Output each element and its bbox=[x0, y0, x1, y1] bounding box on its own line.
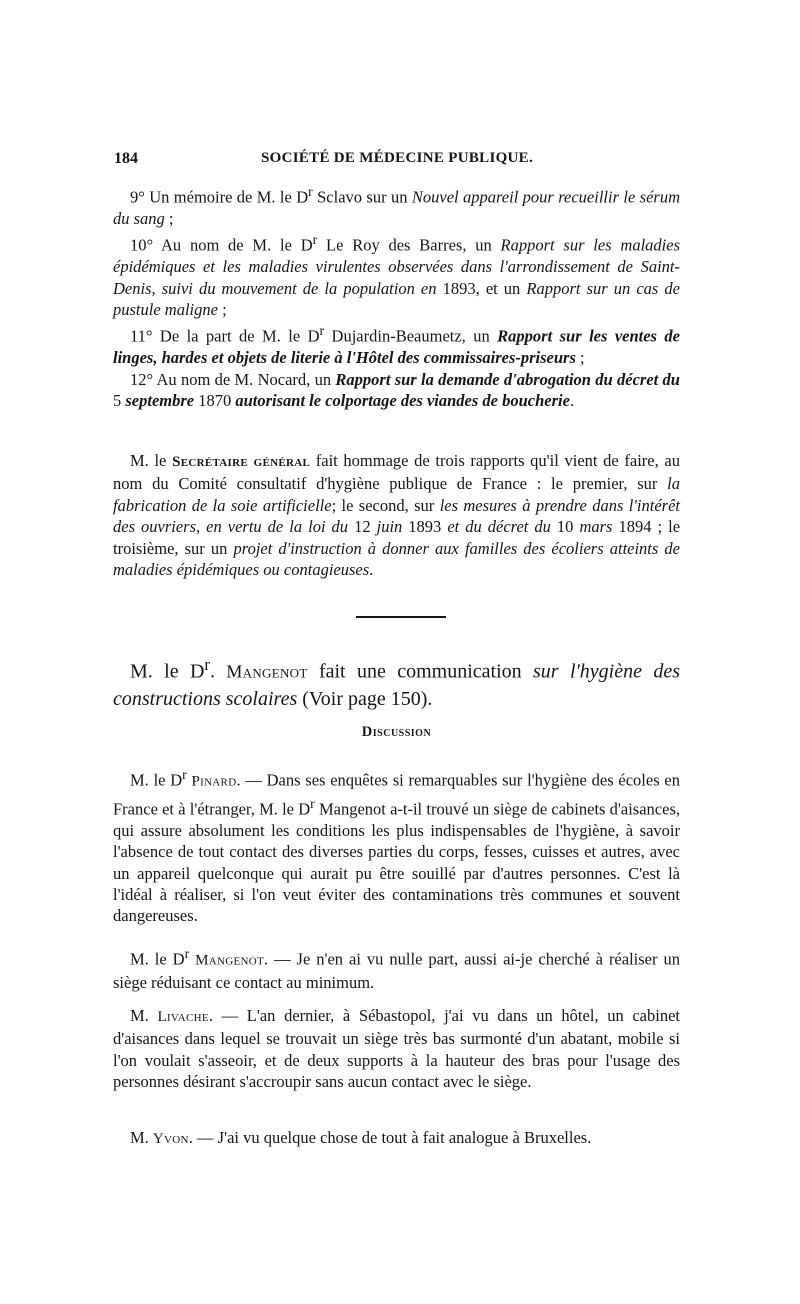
speaker-name: Livache bbox=[157, 1009, 209, 1025]
page-number: 184 bbox=[114, 150, 138, 167]
secretary-paragraph: M. le Secrétaire général fait hommage de trois rapports qu'il vient de faire, au nom du Comité consultatif d'hygiène publique de France : le premier, sur la fabrication de la soie artificielle; le second, sur les mesures à prendre dans l'intérêt des ouvriers, en vertu de la loi du 12 juin 1893 et du décret du 10 mars 1894 ; le troisième, sur un projet d'instruction à donner aux familles des écoliers atteints de maladies épidémiques ou contagieuses. bbox=[113, 451, 681, 580]
speaker-name: Mangenot bbox=[189, 952, 264, 969]
yvon-paragraph: M. Yvon. — J'ai vu quelque chose de tout à fait analogue à Bruxelles. bbox=[130, 1128, 592, 1147]
list-item: 9° Un mémoire de M. le $D^r$ Sclavo sur un Nouvel appareil pour recueillir le sérum du sang ; bbox=[113, 184, 680, 228]
items-list bbox=[113, 181, 680, 412]
speaker-name: Yvon bbox=[152, 1131, 189, 1147]
pinard-paragraph: M. le $D^r$ Pinard. — Dans ses enquêtes si remarquables sur l'hygiène des écoles en France et à l'étranger, M. le $D^r$ Mangenot a-t-il trouvé un siège de cabinets d'aisances, qui assure absolument les conditions les plus indispensables de l'hygiène, à savoir l'absence de tout contact des diverses parties du corps, fesses, cuisses et autres, avec un appareil quelconque qui aurait pu être souillé par d'autres personnes. C'est là l'idéal à réaliser, si l'on veut éviter des contaminations très communes et souvent dangereuses. bbox=[113, 767, 680, 926]
mangenot-paragraph: M. le $D^r$ Mangenot. — Je n'en ai vu nulle part, aussi ai-je cherché à réaliser un siège réduisant ce contact au minimum. bbox=[113, 946, 680, 992]
list-item: 11° De la part de M. le $D^r$ Dujardin-Beaumetz, un Rapport sur les ventes de linges, hardes et objets de literie à l'Hôtel des commissaires-priseurs ; bbox=[113, 323, 680, 368]
list-item: 12° Au nom de M. Nocard, un Rapport sur la demande d'abrogation du décret du 5 septembre 1870 autorisant le colportage des viandes de boucherie. bbox=[113, 369, 680, 411]
section-divider bbox=[356, 616, 446, 618]
speaker-name: Mangenot bbox=[226, 661, 308, 682]
running-title: SOCIÉTÉ DE MÉDECINE PUBLIQUE. bbox=[260, 150, 534, 166]
page-header bbox=[114, 150, 680, 172]
livache-paragraph: M. Livache. — L'an dernier, à Sébastopol, j'ai vu dans un hôtel, un cabinet d'aisances dans lequel se trouvait un siège très bas surmonté d'un abatant, mobile si l'on voulait s'asseoir, et de deux supports à la hauteur des bras pour l'usage des personnes désirant s'accroupir sans aucun contact avec le siège. bbox=[113, 1006, 680, 1092]
speaker-name: Secrétaire général bbox=[172, 454, 311, 470]
discussion-heading: Discussion bbox=[361, 724, 432, 740]
communication-paragraph: M. le $D^r$. Mangenot fait une communication sur l'hygiène des constructions scolaires (Voir page 150). bbox=[113, 655, 681, 710]
list-item: 10° Au nom de M. le $D^r$ Le Roy des Barres, un Rapport sur les maladies épidémiques et les maladies virulentes observées dans l'arrondissement de Saint-Denis, suivi du mouvement de la population en 1893, et un Rapport sur un cas de pustule maligne ; bbox=[113, 232, 680, 320]
speaker-name: Pinard bbox=[186, 773, 237, 790]
